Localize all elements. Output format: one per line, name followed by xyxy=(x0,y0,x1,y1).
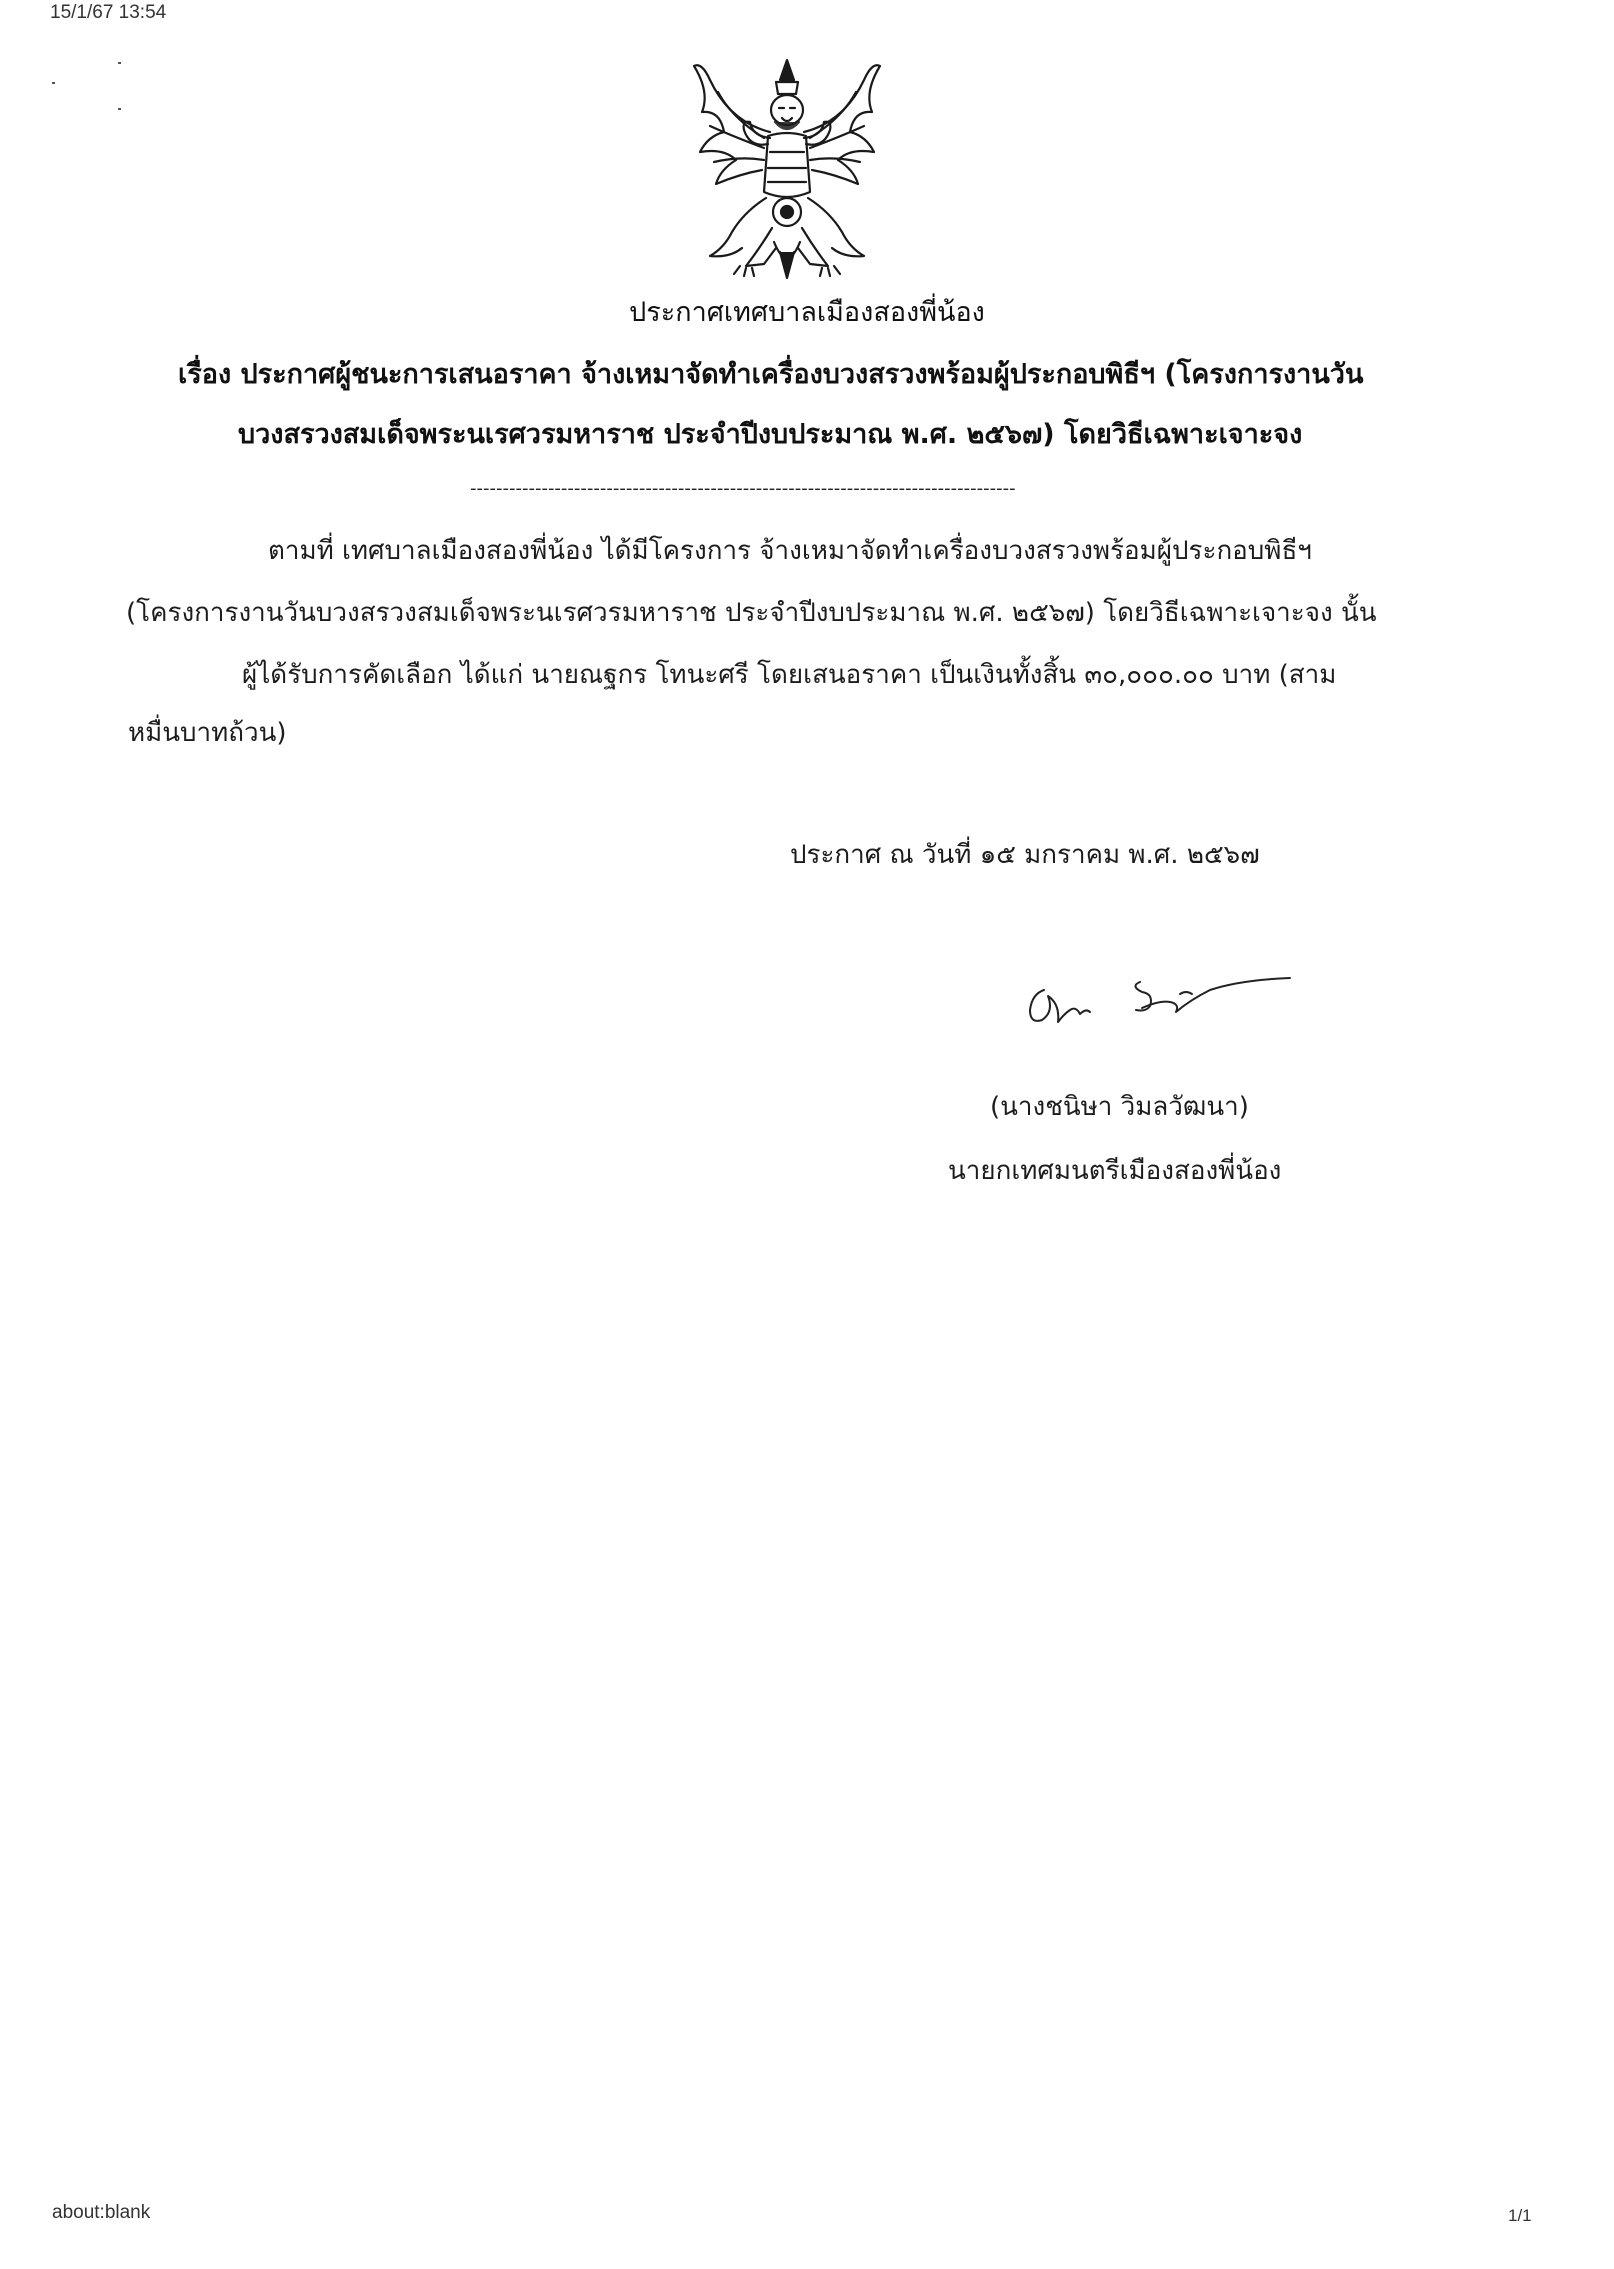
signer-name: (นางชนิษา วิมลวัฒนา) xyxy=(990,1092,1249,1122)
subject-line: เรื่อง ประกาศผู้ชนะการเสนอราคา จ้างเหมาจัดทำเครื่องบวงสรวงพร้อมผู้ประกอบพิธีฯ (โครงการงานวัน xyxy=(178,359,1364,390)
garuda-emblem-icon xyxy=(680,52,895,282)
scan-speck xyxy=(52,82,55,84)
subject-line: บวงสรวงสมเด็จพระนเรศวรมหาราช ประจำปีงบประมาณ พ.ศ. ๒๕๖๗) โดยวิธีเฉพาะเจาะจง xyxy=(238,419,1303,450)
separator-line: ------------------------------------------------------------------------------------ xyxy=(470,478,1016,499)
handwritten-signature xyxy=(1010,960,1300,1040)
body-paragraph-line: หมื่นบาทถ้วน) xyxy=(128,718,287,748)
document-title: ประกาศเทศบาลเมืองสองพี่น้อง xyxy=(629,297,985,328)
print-footer-url: about:blank xyxy=(52,2202,151,2223)
scan-speck xyxy=(118,62,121,64)
signer-title: นายกเทศมนตรีเมืองสองพี่น้อง xyxy=(948,1156,1282,1186)
print-timestamp: 15/1/67 13:54 xyxy=(50,2,167,23)
body-paragraph-line: ผู้ได้รับการคัดเลือก ได้แก่ นายณฐกร โทนะศรี โดยเสนอราคา เป็นเงินทั้งสิ้น ๓๐,๐๐๐.๐๐ บาท (สาม xyxy=(242,660,1337,690)
body-paragraph-line: (โครงการงานวันบวงสรวงสมเด็จพระนเรศวรมหาราช ประจำปีงบประมาณ พ.ศ. ๒๕๖๗) โดยวิธีเฉพาะเจาะจง นั้น xyxy=(126,598,1377,628)
announcement-date: ประกาศ ณ วันที่ ๑๕ มกราคม พ.ศ. ๒๕๖๗ xyxy=(790,840,1260,870)
body-paragraph-line: ตามที่ เทศบาลเมืองสองพี่น้อง ได้มีโครงการ จ้างเหมาจัดทำเครื่องบวงสรวงพร้อมผู้ประกอบพิธีฯ xyxy=(268,536,1312,566)
print-page-number: 1/1 xyxy=(1508,2206,1532,2225)
scan-speck xyxy=(118,108,121,110)
